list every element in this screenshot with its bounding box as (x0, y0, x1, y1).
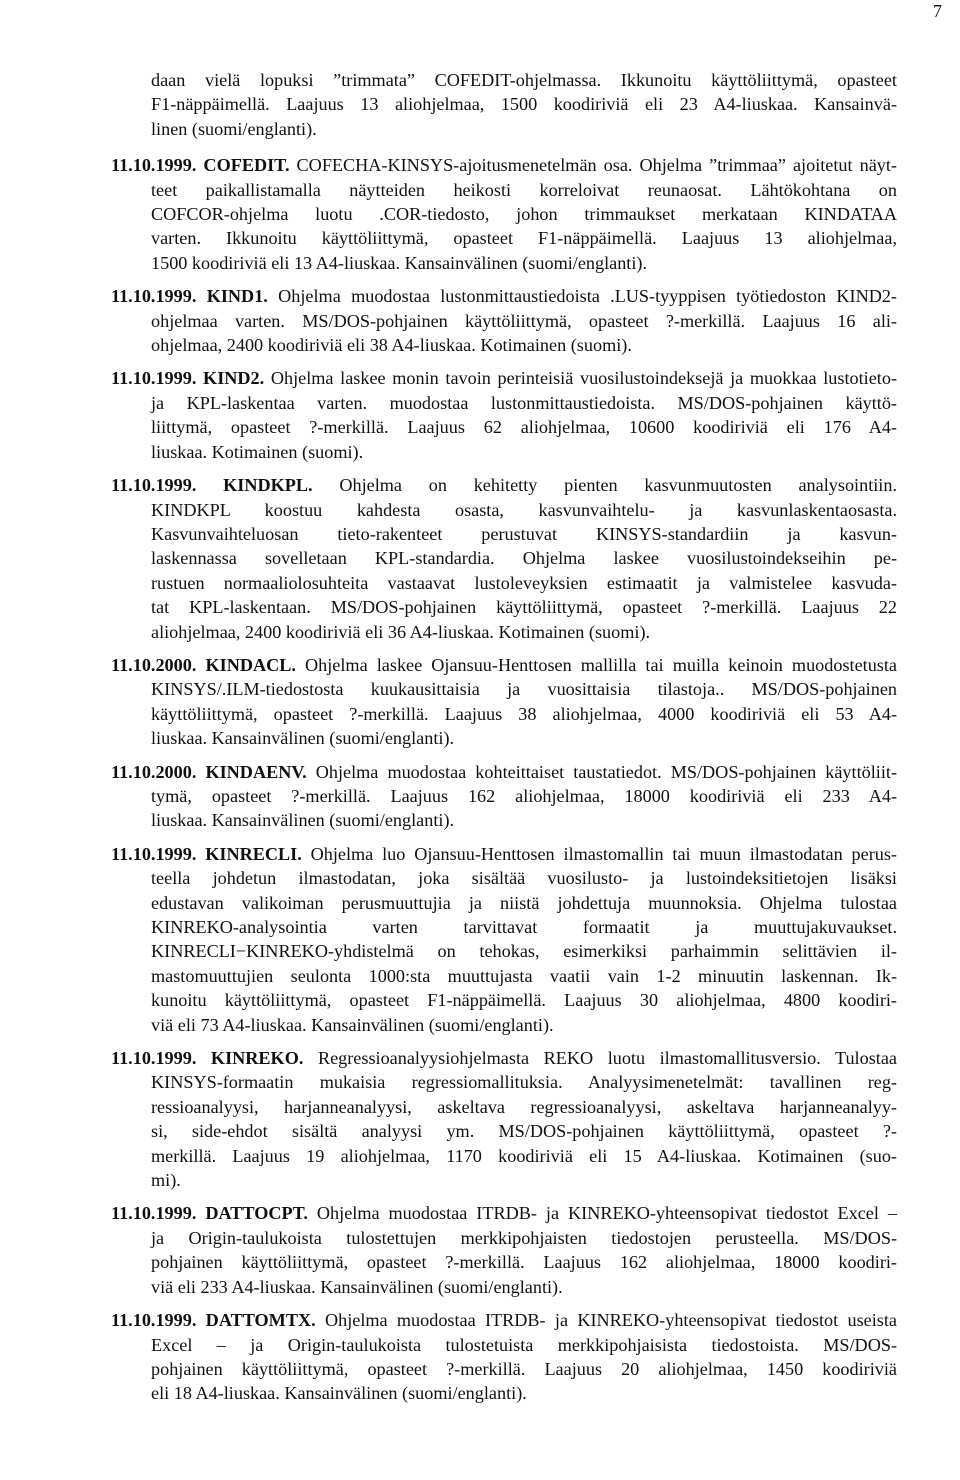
entry-heading-line: 11.10.1999. KINDKPL. Ohjelma on kehitetty pienten kasvunmuutosten analysointiin. (111, 475, 897, 496)
program-entry (111, 284, 897, 357)
text-line: mi). (151, 1170, 181, 1191)
text-line: KINSYS/.ILM-tiedostosta kuukausittaisia ja vuosittaisia tilastoja.. MS/DOS-pohjainen (151, 679, 897, 700)
text-line: daan vielä lopuksi ”trimmata” COFEDIT-ohjelmassa. Ikkunoitu käyttöliittymä, opasteet (151, 70, 897, 90)
text-line: varten. Ikkunoitu käyttöliittymä, opasteet F1-näppäimellä. Laajuus 13 aliohjelmaa, (151, 228, 897, 249)
text-line: F1-näppäimellä. Laajuus 13 aliohjelmaa, 1500 koodiriviä eli 23 A4-liuskaa. Kansainvä- (151, 94, 897, 115)
text-line: ressioanalyysi, harjanneanalyysi, askeltava regressioanalyysi, askeltava harjanneanalyy- (151, 1096, 897, 1117)
entry-heading-line: 11.10.1999. KINREKO. Regressioanalyysiohjelmasta REKO luotu ilmastomallitusversio. Tulostaa (111, 1048, 897, 1069)
text-line: käyttöliittymä, opasteet ?-merkillä. Laajuus 38 aliohjelmaa, 4000 koodiriviä eli 53 A4- (151, 703, 897, 724)
text-line: tat KPL-laskentaan. MS/DOS-pohjainen käyttöliittymä, opasteet ?-merkillä. Laajuus 22 (151, 597, 897, 618)
text-line: Excel – ja Origin-taulukoista tulostetuista merkkipohjaisista tiedostoista. MS/DOS- (151, 1334, 897, 1355)
text-line: liuskaa. Kansainvälinen (suomi/englanti). (151, 728, 455, 749)
text-line: pohjainen käyttöliittymä, opasteet ?-merkillä. Laajuus 20 aliohjelmaa, 1450 koodiriviä (151, 1358, 897, 1379)
entry-heading-line: 11.10.1999. DATTOCPT. Ohjelma muodostaa ITRDB- ja KINREKO-yhteensopivat tiedostot Excel – (111, 1203, 897, 1224)
text-line: liittymä, opasteet ?-merkillä. Laajuus 62 aliohjelmaa, 10600 koodiriviä eli 176 A4- (151, 417, 897, 438)
text-line: merkillä. Laajuus 19 aliohjelmaa, 1170 koodiriviä eli 15 A4-liuskaa. Kotimainen (suo- (151, 1145, 897, 1166)
text-line: tymä, opasteet ?-merkillä. Laajuus 162 aliohjelmaa, 18000 koodiriviä eli 233 A4- (151, 785, 897, 806)
program-entry (111, 760, 897, 833)
text-line: KINDKPL koostuu kahdesta osasta, kasvunvaihtelu- ja kasvunlaskentaosasta. (151, 499, 897, 520)
program-entry (111, 1308, 897, 1406)
text-line: liuskaa. Kansainvälinen (suomi/englanti). (151, 810, 455, 831)
entry-heading-line: 11.10.1999. KINRECLI. Ohjelma luo Ojansuu-Henttosen ilmastomallin tai muun ilmastodatan perus- (111, 843, 897, 864)
entry-date-and-program-name: 11.10.1999. DATTOMTX. (111, 1310, 316, 1331)
text-line: ja KPL-laskentaa varten. muodostaa lustonmittaustiedoista. MS/DOS-pohjainen käyttö- (151, 392, 897, 413)
entry-heading-line: 11.10.2000. KINDAENV. Ohjelma muodostaa kohteittaiset taustatiedot. MS/DOS-pohjainen käyttöliit- (111, 761, 897, 782)
entry-date-and-program-name: 11.10.1999. KINREKO. (111, 1048, 304, 1069)
entry-heading-line: 11.10.1999. KIND1. Ohjelma muodostaa lustonmittaustiedoista .LUS-tyyppisen työtiedoston KIND2- (111, 286, 897, 307)
text-line: kunoitu käyttöliittymä, opasteet F1-näppäimellä. Laajuus 30 aliohjelmaa, 4800 koodiri- (151, 990, 897, 1011)
program-entry (111, 153, 897, 275)
program-entry (111, 473, 897, 644)
text-line: ohjelmaa varten. MS/DOS-pohjainen käyttöliittymä, opasteet ?-merkillä. Laajuus 16 ali- (151, 310, 897, 331)
text-line: 1500 koodiriviä eli 13 A4-liuskaa. Kansainvälinen (suomi/englanti). (151, 252, 648, 273)
entry-date-and-program-name: 11.10.2000. KINDAENV. (111, 761, 307, 782)
program-entry (111, 1201, 897, 1299)
program-entry (111, 366, 897, 464)
entry-date-and-program-name: 11.10.1999. KIND2. (111, 368, 265, 389)
entry-date-and-program-name: 11.10.1999. COFEDIT. (111, 155, 290, 176)
entry-date-and-program-name: 11.10.1999. KIND1. (111, 286, 268, 307)
intro-paragraph (151, 68, 897, 141)
text-line: ja Origin-taulukoista tulostettujen merkkipohjaisten tiedostojen perusteella. MS/DOS- (151, 1227, 897, 1248)
entry-heading-line: 11.10.1999. COFEDIT. COFECHA-KINSYS-ajoitusmenetelmän osa. Ohjelma ”trimmaa” ajoitetut näyt- (111, 155, 897, 176)
text-line: viä eli 233 A4-liuskaa. Kansainvälinen (suomi/englanti). (151, 1276, 563, 1297)
text-line: liuskaa. Kotimainen (suomi). (151, 441, 364, 462)
text-line: KINSYS-formaatin mukaisia regressiomallituksia. Analyysimenetelmät: tavallinen reg- (151, 1072, 897, 1093)
text-line: aliohjelmaa, 2400 koodiriviä eli 36 A4-liuskaa. Kotimainen (suomi). (151, 621, 651, 642)
entry-heading-line: 11.10.1999. KIND2. Ohjelma laskee monin tavoin perinteisiä vuosilustoindeksejä ja muokkaa lustotieto- (111, 368, 897, 389)
text-line: KINREKO-analysointia varten tarvittavat formaatit ja muuttujakuvaukset. (151, 917, 897, 937)
program-entry-list (111, 153, 897, 1406)
text-line: KINRECLI−KINREKO-yhdistelmä on tehokas, esimerkiksi parhaimmin selittävien il- (151, 941, 897, 962)
text-line: teella johdetun ilmastodatan, joka sisältää vuosilusto- ja lustoindeksitietojen lisäksi (151, 868, 897, 889)
text-line: rustuen normaaliolosuhteita vastaavat lustoleveyksien estimaatit ja valmistelee kasvuda- (151, 572, 897, 593)
program-entry (111, 653, 897, 751)
text-line: ohjelmaa, 2400 koodiriviä eli 38 A4-liuskaa. Kotimainen (suomi). (151, 335, 632, 356)
text-line: COFCOR-ohjelma luotu .COR-tiedosto, johon trimmaukset merkataan KINDATAA (151, 204, 897, 225)
text-line: eli 18 A4-liuskaa. Kansainvälinen (suomi/englanti). (151, 1383, 527, 1404)
entry-date-and-program-name: 11.10.1999. DATTOCPT. (111, 1203, 308, 1224)
text-line: teet paikallistamalla näytteiden heikosti korreloivat reunaosat. Lähtökohtana on (151, 179, 897, 200)
text-line: Kasvunvaihteluosan tieto-rakenteet perustuvat KINSYS-standardiin ja kasvun- (151, 523, 897, 544)
document-body (111, 68, 897, 1415)
page-number: 7 (933, 1, 942, 21)
text-line: pohjainen käyttöliittymä, opasteet ?-merkillä. Laajuus 162 aliohjelmaa, 18000 koodiri- (151, 1252, 897, 1273)
text-line: mastomuuttujien seulonta 1000:sta muuttujasta vaatii vain 1-2 minuutin laskennan. Ik- (151, 965, 897, 986)
program-entry (111, 1046, 897, 1192)
text-line: edustavan valikoiman perusmuuttujia ja niistä johdettuja muunnoksia. Ohjelma tulostaa (151, 892, 897, 913)
program-entry (111, 842, 897, 1037)
text-line: laskennassa sovelletaan KPL-standardia. Ohjelma laskee vuosilustoindekseihin pe- (151, 548, 897, 569)
entry-date-and-program-name: 11.10.2000. KINDACL. (111, 654, 296, 675)
text-line: si, side-ehdot sisältä analyysi ym. MS/DOS-pohjainen käyttöliittymä, opasteet ?- (151, 1121, 897, 1142)
entry-heading-line: 11.10.2000. KINDACL. Ohjelma laskee Ojansuu-Henttosen mallilla tai muilla keinoin muodostetusta (111, 654, 897, 675)
entry-date-and-program-name: 11.10.1999. KINDKPL. (111, 475, 313, 496)
text-line: linen (suomi/englanti). (151, 118, 317, 139)
entry-date-and-program-name: 11.10.1999. KINRECLI. (111, 843, 302, 864)
text-line: viä eli 73 A4-liuskaa. Kansainvälinen (suomi/englanti). (151, 1014, 554, 1035)
entry-heading-line: 11.10.1999. DATTOMTX. Ohjelma muodostaa ITRDB- ja KINREKO-yhteensopivat tiedostot useista (111, 1310, 897, 1331)
